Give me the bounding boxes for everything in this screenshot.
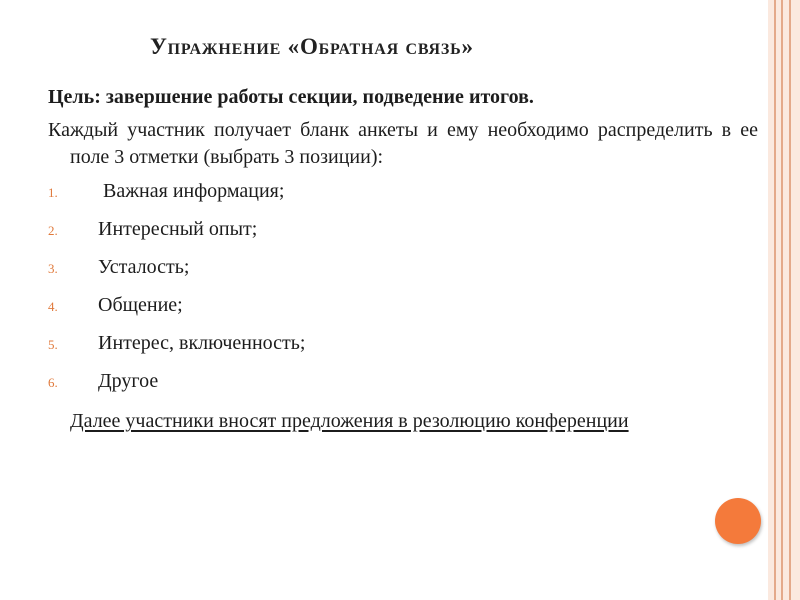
list-item-number: 2. xyxy=(48,223,58,238)
list-item-text: Общение; xyxy=(98,294,183,316)
list-item-number: 4. xyxy=(48,299,58,314)
list-item xyxy=(48,216,758,254)
list-item-text: Усталость; xyxy=(98,256,190,278)
list-item xyxy=(48,254,758,292)
decorative-circle xyxy=(715,498,761,544)
slide-content xyxy=(48,84,758,434)
decorative-side-border xyxy=(768,0,800,600)
intro-paragraph: Каждый участник получает бланк анкеты и ему необходимо распределить в ее поле 3 отметки (выбрать 3 позиции): xyxy=(48,119,758,168)
list-item-number: 1. xyxy=(48,185,58,200)
list-item-number: 3. xyxy=(48,261,58,276)
border-line xyxy=(774,0,776,600)
list-item-text: Интересный опыт; xyxy=(98,218,258,240)
list-item-text: Важная информация; xyxy=(98,180,285,202)
list-item-number: 5. xyxy=(48,337,58,352)
list-item xyxy=(48,368,758,406)
list-item-number: 6. xyxy=(48,375,58,390)
list-item-text: Интерес, включенность; xyxy=(98,332,306,354)
closing-note xyxy=(48,408,758,434)
border-line xyxy=(781,0,783,600)
list-item xyxy=(48,292,758,330)
position-list xyxy=(48,178,758,406)
list-item xyxy=(48,178,758,216)
list-item-text: Другое xyxy=(98,370,159,392)
slide-title: Упражнение «Обратная связь» xyxy=(150,34,474,59)
list-item xyxy=(48,330,758,368)
border-line xyxy=(789,0,791,600)
goal-text: Цель: завершение работы секции, подведение итогов. xyxy=(48,86,534,108)
closing-link[interactable]: Далее участники вносят предложения в резолюцию конференции xyxy=(70,410,629,432)
